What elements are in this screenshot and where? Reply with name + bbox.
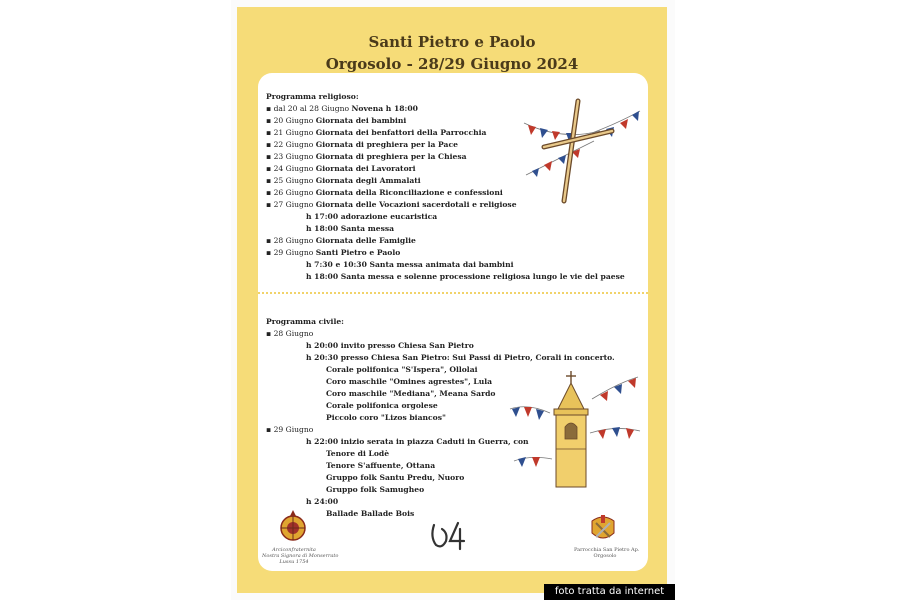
- list-item: ▪ 28 Giugno Giornata delle Famiglie: [266, 236, 416, 245]
- right-logo-caption-1: Parrocchia San Pietro Ap.: [574, 547, 640, 553]
- list-item: ▪ 22 Giugno Giornata di preghiera per la Pace: [266, 140, 458, 149]
- program-panel: [258, 73, 648, 571]
- church-bunting-illustration: [508, 369, 642, 493]
- list-item: ▪ 28 Giugno: [266, 329, 314, 338]
- event-time: h 24:00: [306, 497, 339, 506]
- sub-item: h 18:00 Santa messa e solenne processione religiosa lungo le vie del paese: [306, 272, 625, 281]
- center-monogram-icon: [428, 519, 470, 551]
- cross-bunting-illustration: [522, 97, 644, 205]
- sub-item: h 18:00 Santa messa: [306, 224, 395, 233]
- church-tower-icon: [554, 371, 588, 487]
- performer-item: Gruppo folk Santu Predu, Nuoro: [326, 473, 465, 482]
- event-item: h 22:00 inizio serata in piazza Caduti in Guerra, con: [306, 437, 529, 446]
- poster-title: Santi Pietro e Paolo: [368, 33, 536, 51]
- bunting-icon: [524, 111, 640, 177]
- list-item: ▪ 24 Giugno Giornata dei Lavoratori: [266, 164, 416, 173]
- poster-subtitle: Orgosolo - 28/29 Giugno 2024: [325, 55, 579, 73]
- left-logo-caption-2: Nostra Signora di Monserrato: [262, 553, 339, 559]
- performer-item: Tenore di Lodè: [326, 449, 390, 458]
- parish-coat-of-arms-icon: [586, 511, 620, 545]
- confraternity-logo-icon: [272, 509, 314, 543]
- left-logo-caption-3: Lussu 1754: [279, 559, 309, 565]
- poster: [237, 7, 667, 593]
- list-item: ▪ 29 Giugno Santi Pietro e Paolo: [266, 248, 401, 257]
- list-item: ▪ 27 Giugno Giornata delle Vocazioni sacerdotali e religiose: [266, 200, 517, 209]
- list-item: ▪ 21 Giugno Giornata dei benfattori della Parrocchia: [266, 128, 487, 137]
- choir-item: Coro maschile "Mediana", Meana Sardo: [326, 389, 496, 398]
- list-item: ▪ 23 Giugno Giornata di preghiera per la Chiesa: [266, 152, 467, 161]
- sub-item: h 7:30 e 10:30 Santa messa animata dai bambini: [306, 260, 514, 269]
- choir-item: Corale polifonica orgolese: [326, 401, 438, 410]
- choir-item: Coro maschile "Omines agrestes", Lula: [326, 377, 493, 386]
- choir-item: Corale polifonica "S'Ispera", Ollolai: [326, 365, 478, 374]
- performer-item: Tenore S'affuente, Ottana: [326, 461, 436, 470]
- section-divider: [258, 292, 648, 294]
- right-logo-caption-2: Orgosolo: [593, 553, 617, 559]
- list-item: ▪ dal 20 al 28 Giugno Novena h 18:00: [266, 104, 418, 113]
- performer-item: Gruppo folk Samugheo: [326, 485, 425, 494]
- sub-item: h 17:00 adorazione eucaristica: [306, 212, 438, 221]
- event-item: h 20:30 presso Chiesa San Pietro: Sui Passi di Pietro, Corali in concerto.: [306, 353, 615, 362]
- list-item: ▪ 29 Giugno: [266, 425, 314, 434]
- choir-item: Piccolo coro "Lizos biancos": [326, 413, 446, 422]
- religious-heading: Programma religioso:: [266, 92, 359, 101]
- list-item: ▪ 25 Giugno Giornata degli Ammalati: [266, 176, 421, 185]
- event-item: Ballade Ballade Bois: [326, 509, 415, 518]
- civil-heading: Programma civile:: [266, 317, 344, 326]
- photo-credit: foto tratta da internet: [544, 584, 675, 600]
- list-item: ▪ 20 Giugno Giornata dei bambini: [266, 116, 407, 125]
- left-logo-caption-1: Arciconfraternita: [272, 547, 316, 553]
- event-item: h 20:00 invito presso Chiesa San Pietro: [306, 341, 474, 350]
- list-item: ▪ 26 Giugno Giornata della Riconciliazione e confessioni: [266, 188, 503, 197]
